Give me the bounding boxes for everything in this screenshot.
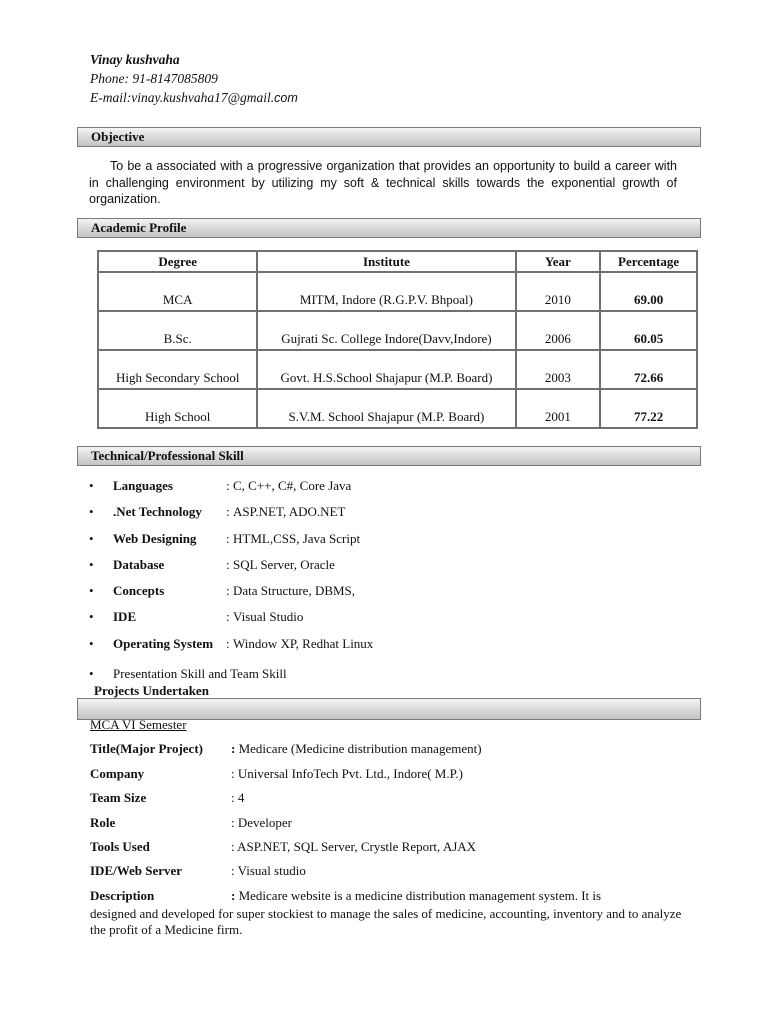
bullet-icon: • bbox=[89, 504, 94, 520]
objective-heading-bar bbox=[77, 127, 701, 147]
bullet-icon: • bbox=[89, 609, 94, 625]
detail-value: : ASP.NET, SQL Server, Crystle Report, AJAX bbox=[231, 839, 477, 854]
degree-cell: High Secondary School bbox=[98, 350, 257, 389]
table-row bbox=[98, 311, 697, 350]
skill-label: Web Designing bbox=[113, 530, 197, 546]
skill-label: Languages bbox=[113, 478, 173, 493]
degree-cell: High School bbox=[98, 389, 257, 428]
bullet-icon: • bbox=[89, 635, 94, 651]
detail-label: Company bbox=[90, 766, 145, 781]
year-cell: 2010 bbox=[516, 272, 601, 311]
bullet-icon: • bbox=[89, 583, 94, 599]
detail-label: Description bbox=[90, 888, 155, 903]
skill-separator: : bbox=[226, 583, 230, 599]
skill-label: .Net Technology bbox=[113, 504, 202, 520]
percentage-cell: 60.05 bbox=[600, 311, 697, 350]
skill-value: C, C++, C#, Core Java bbox=[233, 478, 352, 493]
skill-separator: : bbox=[226, 609, 230, 625]
column-header-institute: Institute bbox=[257, 251, 515, 272]
year-cell: 2006 bbox=[516, 311, 601, 350]
column-header-percentage: Percentage bbox=[600, 251, 697, 272]
degree-cell: MCA bbox=[98, 272, 257, 311]
table-row bbox=[98, 272, 697, 311]
table-header-row bbox=[98, 251, 697, 272]
skills-list bbox=[89, 478, 689, 662]
detail-value: : Medicare (Medicine distribution management) bbox=[231, 741, 482, 756]
table-row bbox=[98, 350, 697, 389]
description-text: designed and developed for super stockiest to manage the sales of medicine, accounting, inventory and to analyze the profit of a Medicine firm. bbox=[90, 906, 682, 937]
list-item bbox=[89, 557, 689, 583]
skill-label: Concepts bbox=[113, 583, 165, 599]
list-item bbox=[89, 583, 689, 609]
presentation-skill-text: Presentation Skill and Team Skill bbox=[113, 666, 287, 681]
detail-value: : Medicare website is a medicine distribution management system. It is bbox=[231, 888, 602, 903]
bullet-icon: • bbox=[89, 478, 94, 493]
projects-heading: Projects Undertaken bbox=[94, 683, 209, 698]
year-cell: 2001 bbox=[516, 389, 601, 428]
list-item bbox=[89, 636, 689, 662]
email-address bbox=[90, 90, 298, 106]
column-header-degree: Degree bbox=[98, 251, 257, 272]
email-suffix: com bbox=[274, 91, 298, 105]
objective-heading: Objective bbox=[91, 129, 145, 144]
detail-label: Team Size bbox=[90, 790, 147, 805]
detail-label: Tools Used bbox=[90, 839, 150, 854]
skill-value: HTML,CSS, Java Script bbox=[233, 530, 361, 546]
institute-cell: Gujrati Sc. College Indore(Davv,Indore) bbox=[257, 311, 515, 350]
column-header-year: Year bbox=[516, 251, 601, 272]
percentage-cell: 72.66 bbox=[600, 350, 697, 389]
skill-value: Window XP, Redhat Linux bbox=[233, 635, 374, 651]
semester-label: MCA VI Semester bbox=[90, 717, 187, 732]
skill-value: Data Structure, DBMS, bbox=[233, 583, 356, 599]
academic-heading: Academic Profile bbox=[91, 220, 187, 235]
skill-separator: : bbox=[226, 635, 230, 651]
percentage-cell: 69.00 bbox=[600, 272, 697, 311]
bullet-icon: • bbox=[89, 556, 94, 572]
detail-label: IDE/Web Server bbox=[90, 863, 183, 878]
bullet-icon: • bbox=[89, 530, 94, 546]
percentage-cell: 77.22 bbox=[600, 389, 697, 428]
objective-text: To be a associated with a progressive organization that provides an opportunity to build a career with in challenging environment by utilizing my soft & technical skills towards the exponential growth of organization. bbox=[89, 159, 677, 206]
table-row bbox=[98, 389, 697, 428]
list-item bbox=[89, 478, 689, 504]
list-item bbox=[89, 609, 689, 635]
detail-label: Title(Major Project) bbox=[90, 741, 203, 756]
phone-number: Phone: 91-8147085809 bbox=[90, 71, 218, 86]
skill-value: SQL Server, Oracle bbox=[233, 556, 335, 572]
degree-cell: B.Sc. bbox=[98, 311, 257, 350]
list-item bbox=[89, 531, 689, 557]
academic-heading-bar bbox=[77, 218, 701, 238]
skill-value: ASP.NET, ADO.NET bbox=[233, 504, 346, 520]
detail-value: : Universal InfoTech Pvt. Ltd., Indore( M.P.) bbox=[231, 766, 463, 781]
academic-table bbox=[97, 250, 698, 429]
year-cell: 2003 bbox=[516, 350, 601, 389]
detail-value: : 4 bbox=[231, 790, 245, 805]
institute-cell: S.V.M. School Shajapur (M.P. Board) bbox=[257, 389, 515, 428]
institute-cell: Govt. H.S.School Shajapur (M.P. Board) bbox=[257, 350, 515, 389]
skill-separator: : bbox=[226, 504, 230, 520]
bullet-icon: • bbox=[89, 666, 94, 681]
skills-heading: Technical/Professional Skill bbox=[91, 448, 244, 463]
skill-separator: : bbox=[226, 556, 230, 572]
skill-label: Operating System bbox=[113, 635, 214, 651]
skills-heading-bar bbox=[77, 446, 701, 466]
email-prefix: E-mail:vinay.kushvaha17@gmail. bbox=[90, 90, 275, 105]
candidate-name: Vinay kushvaha bbox=[90, 52, 180, 67]
skill-label: Database bbox=[113, 556, 165, 572]
institute-cell: MITM, Indore (R.G.P.V. Bhpoal) bbox=[257, 272, 515, 311]
detail-value: : Developer bbox=[231, 815, 293, 830]
skill-label: IDE bbox=[113, 609, 137, 625]
detail-value: : Visual studio bbox=[231, 863, 306, 878]
skill-separator: : bbox=[226, 478, 230, 493]
detail-label: Role bbox=[90, 815, 116, 830]
skill-separator: : bbox=[226, 530, 230, 546]
list-item bbox=[89, 666, 287, 682]
list-item bbox=[89, 504, 689, 530]
skill-value: Visual Studio bbox=[233, 609, 304, 625]
